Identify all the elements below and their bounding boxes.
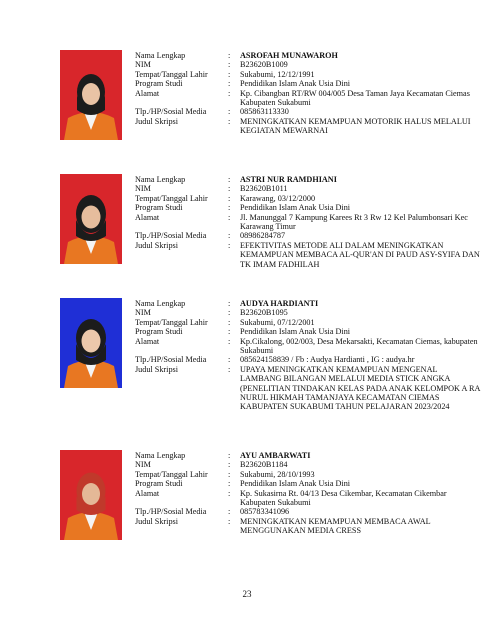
thesis-title: MENINGKATKAN KEMAMPUAN MEMBACA AWAL MENGGUNAKAN MEDIA CRESS (240, 516, 431, 536)
student-nim: B23620B1011 (240, 184, 288, 194)
student-contact: 08986284787 (240, 231, 286, 241)
student-photo (60, 50, 122, 140)
thesis-title: UPAYA MENINGKATKAN KEMAMPUAN MENGENAL LAMBANG BILANGAN MELALUI MEDIA STICK ANGKA (PENELITIAN TINDAKAN KELAS PADA ANAK KELOMPOK A RA NURUL HIKMAH TAMANJAYA KECAMATAN CIEMAS KABUPATEN SUKABUMI TAHUN PELAJARAN 2023/2024 (240, 364, 480, 412)
student-photo (60, 174, 122, 264)
thesis-title: EFEKTIVITAS METODE ALI DALAM MENINGKATKAN KEMAMPUAN MEMBACA AL-QUR'AN DI PAUD ASY-SYIFA DAN TK IMAM FADHILAH (240, 240, 480, 269)
student-prodi: Pendidikan Islam Anak Usia Dini (240, 479, 351, 489)
student-nim: B23620B1184 (240, 460, 288, 470)
student-prodi: Pendidikan Islam Anak Usia Dini (240, 79, 351, 89)
student-name: ASTRI NUR RAMDHIANI (240, 175, 337, 184)
label-nama: Nama Lengkap (135, 51, 186, 60)
student-ttl: Sukabumi, 12/12/1991 (240, 69, 315, 79)
student-prodi: Pendidikan Islam Anak Usia Dini (240, 327, 351, 337)
page-number: 23 (242, 589, 252, 599)
student-photo (60, 298, 122, 388)
student-contact: 085624158839 / Fb : Audya Hardianti , IG : audya.hr (240, 355, 415, 365)
student-alamat: Jl. Manunggal 7 Kampung Karees Rt 3 Rw 12 Kel Palumbonsari Kec Karawang Timur (240, 212, 468, 232)
student-name: AUDYA HARDIANTI (240, 299, 319, 308)
thesis-title: MENINGKATKAN KEMAMPUAN MOTORIK HALUS MELALUI KEGIATAN MEWARNAI (240, 116, 471, 136)
student-nim: B23620B1095 (240, 308, 288, 318)
student-ttl: Karawang, 03/12/2000 (240, 193, 316, 203)
student-prodi: Pendidikan Islam Anak Usia Dini (240, 203, 351, 213)
student-ttl: Sukabumi, 07/12/2001 (240, 317, 315, 327)
student-entry: Nama Lengkap : ASTRI NUR RAMDHIANI NIM : B23620B1011 Tempat/Tanggal Lahir : Karawang, 03/12/2000 Program Studi : Pendidikan Islam Anak Usia Dini Alamat : Jl. Manunggal 7 Kampung Karees Rt 3 Rw 12 Kel Palumbonsari Kec Karawang Timur Tlp./HP/Sosial Media : 08986284787 Judul Skripsi : EFEKTIVITAS METODE ALI DALAM MENINGKATKAN KEMAMPUAN MEMBACA AL-QUR'AN DI PAUD ASY-SYIFA DAN TK IMAM FADHILAH (60, 174, 480, 294)
student-name: ASROFAH MUNAWAROH (240, 51, 338, 60)
student-name: AYU AMBARWATI (240, 451, 311, 460)
student-photo (60, 450, 122, 540)
student-contact: 085863113330 (240, 107, 289, 117)
student-ttl: Sukabumi, 28/10/1993 (240, 469, 315, 479)
student-contact: 085783341096 (240, 507, 290, 517)
student-alamat: Kp.Cikalong, 002/003, Desa Mekarsakti, Kecamatan Ciemas, kabupaten Sukabumi (240, 336, 478, 356)
student-nim: B23620B1009 (240, 60, 288, 70)
student-alamat: Kp. Sukasirna Rt. 04/13 Desa Cikembar, Kecamatan Cikembar Kabupaten Sukabumi (240, 488, 447, 508)
student-entry: Nama Lengkap : ASROFAH MUNAWAROH NIM : B23620B1009 Tempat/Tanggal Lahir : Sukabumi, 12/12/1991 Program Studi : Pendidikan Islam Anak Usia Dini Alamat : Kp. Cibangban RT/RW 004/005 Desa Taman Jaya Kecamatan Ciemas Kabupaten Sukabumi Tlp./HP/Sosial Media : 085863113330 Judul Skripsi : MENINGKATKAN KEMAMPUAN MOTORIK HALUS MELALUI KEGIATAN MEWARNAI (60, 50, 480, 170)
student-entry: Nama Lengkap : AYU AMBARWATI NIM : B23620B1184 Tempat/Tanggal Lahir : Sukabumi, 28/10/1993 Program Studi : Pendidikan Islam Anak Usia Dini Alamat : Kp. Sukasirna Rt. 04/13 Desa Cikembar, Kecamatan Cikembar Kabupaten Sukabumi Tlp./HP/Sosial Media : 085783341096 Judul Skripsi : MENINGKATKAN KEMAMPUAN MEMBACA AWAL MENGGUNAKAN MEDIA CRESS (60, 450, 480, 570)
student-alamat: Kp. Cibangban RT/RW 004/005 Desa Taman Jaya Kecamatan Ciemas Kabupaten Sukabumi (240, 88, 470, 108)
student-entry: Nama Lengkap : AUDYA HARDIANTI NIM : B23620B1095 Tempat/Tanggal Lahir : Sukabumi, 07/12/2001 Program Studi : Pendidikan Islam Anak Usia Dini Alamat : Kp.Cikalong, 002/003, Desa Mekarsakti, Kecamatan Ciemas, kabupaten Sukabumi Tlp./HP/Sosial Media : 085624158839 / Fb : Audya Hardianti , IG : audya.hr Judul Skripsi : UPAYA MENINGKATKAN KEMAMPUAN MENGENAL LAMBANG BILANGAN MELALUI MEDIA STICK ANGKA (PENELITIAN TINDAKAN KELAS PADA ANAK KELOMPOK A RA NURUL HIKMAH TAMANJAYA KECAMATAN CIEMAS KABUPATEN SUKABUMI TAHUN PELAJARAN 2023/2024 (60, 298, 480, 418)
